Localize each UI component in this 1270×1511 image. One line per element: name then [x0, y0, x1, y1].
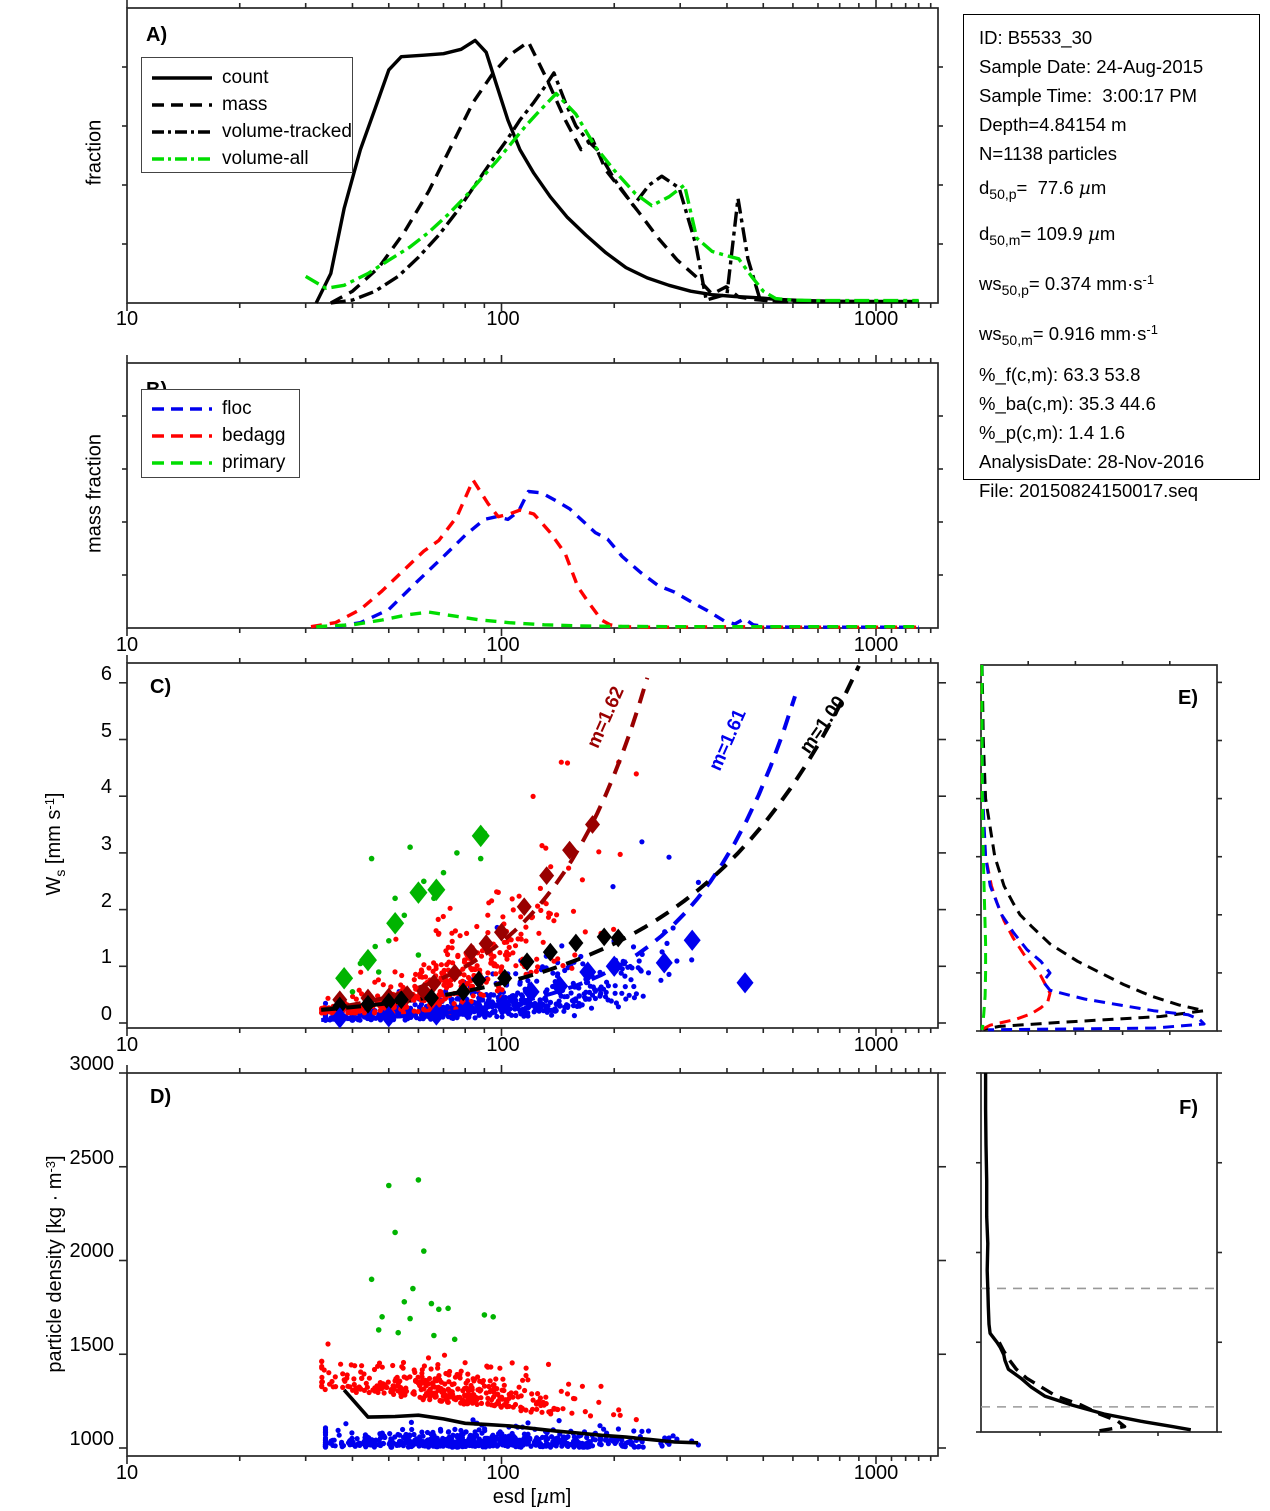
ytick: 1500	[69, 1334, 114, 1356]
ytick: 5	[100, 720, 112, 742]
ws-w: W	[43, 876, 65, 896]
legend-item-mass	[142, 91, 352, 118]
ws50m-value: = 0.916 mm·s	[1032, 323, 1147, 344]
legend-line-sample	[151, 127, 213, 137]
legend-item-volume-tracked	[142, 118, 352, 145]
mu-symbol: µ	[536, 1484, 550, 1508]
ytick: 2	[100, 890, 112, 912]
info-d50m	[979, 214, 1259, 260]
d50m-value: = 109.9	[1020, 223, 1088, 244]
density-sup: -3	[43, 1160, 58, 1173]
fit-label-m=1.00: m=1.00	[795, 692, 851, 758]
panel-c-scatter-primary	[350, 830, 488, 994]
panel-a-legend	[141, 57, 353, 173]
d50p-d: d	[979, 177, 990, 198]
legend-label: floc	[222, 397, 252, 419]
panel-e-letter: E)	[1178, 687, 1198, 709]
ws-sup: -1	[42, 798, 57, 810]
xtick-1000: 1000	[853, 634, 899, 656]
d50m-unit: m	[1099, 223, 1116, 244]
ws50m-ws: ws	[979, 323, 1002, 344]
ytick: 1000	[69, 1428, 114, 1450]
info-sample-date: Sample Date: 24-Aug-2015	[979, 56, 1204, 77]
info-n-particles: N=1138 particles	[979, 143, 1117, 164]
density-label: particle density [kg · m	[44, 1172, 66, 1373]
panel-b-ylabel: mass fraction	[83, 434, 106, 553]
ytick: 3	[100, 833, 112, 855]
xtick-10: 10	[115, 634, 139, 656]
density-close: ]	[44, 1155, 66, 1161]
panel-c-fit-m=1.00	[321, 666, 859, 1010]
fit-label-m=1.61: m=1.61	[705, 706, 751, 775]
xtick-1000: 1000	[853, 1462, 899, 1484]
ws50m-sub: 50,m	[1001, 332, 1033, 348]
legend-label: count	[222, 66, 269, 88]
info-ws50p	[979, 260, 1259, 310]
legend-label: mass	[222, 93, 268, 115]
info-d50p	[979, 168, 1259, 214]
mu-symbol: µ	[1078, 178, 1091, 199]
panel-a-curve-volume-all	[306, 94, 919, 301]
panel-a-letter: A)	[146, 24, 168, 46]
panel-e-floc	[982, 665, 1204, 1030]
info-box	[963, 14, 1260, 501]
info-analysis-date: AnalysisDate: 28-Nov-2016	[979, 451, 1205, 472]
panel-a-curve-mass	[331, 42, 919, 303]
legend-item-bedagg	[142, 422, 299, 449]
panel-d-scatter-bedagg	[319, 1341, 639, 1422]
panel-c-ylabel	[42, 744, 68, 944]
ws50p-sup: -1	[1142, 272, 1155, 287]
panel-d-letter: D)	[150, 1086, 172, 1108]
legend-label: volume-tracked	[222, 120, 352, 142]
d50m-d: d	[979, 223, 990, 244]
info-ws50m	[979, 310, 1259, 360]
panel-d-scatter-floc	[323, 1417, 701, 1449]
panel-a-curve-count	[316, 40, 919, 303]
panel-d	[119, 1065, 946, 1464]
ws50m-sup: -1	[1146, 322, 1158, 337]
xtick-1000: 1000	[853, 308, 899, 330]
xtick-10: 10	[115, 1034, 139, 1056]
ytick: 3000	[69, 1053, 114, 1075]
legend-label: bedagg	[222, 424, 286, 446]
legend-line-sample	[151, 431, 213, 441]
panel-f-measured	[986, 1073, 1191, 1430]
legend-line-sample	[151, 154, 213, 164]
info-id: ID: B5533_30	[979, 27, 1093, 48]
info-pct-f: %_f(c,m): 63.3 53.8	[979, 364, 1141, 385]
panel-e	[976, 661, 1222, 1035]
panel-c-letter: C)	[150, 676, 172, 698]
xtick-1000: 1000	[853, 1034, 899, 1056]
info-file: File: 20150824150017.seq	[979, 480, 1199, 501]
panel-b-curve-floc	[335, 492, 918, 628]
ws50p-sub: 50,p	[1001, 282, 1029, 298]
d50p-sub: 50,p	[989, 186, 1017, 202]
ytick: 2000	[69, 1240, 114, 1262]
xtick-100: 100	[486, 308, 520, 330]
xtick-10: 10	[115, 1462, 139, 1484]
panel-f-letter: F)	[1179, 1097, 1198, 1119]
panel-a-ylabel: fraction	[83, 119, 106, 186]
mu-symbol: µ	[1087, 224, 1100, 245]
xtick-100: 100	[486, 634, 520, 656]
ws-close: ]	[43, 792, 65, 799]
legend-line-sample	[151, 73, 213, 83]
ws-sub: s	[52, 869, 68, 877]
d50p-value: = 77.6	[1016, 177, 1079, 198]
xlabel-pre: esd [	[492, 1486, 537, 1508]
panel-e-all	[982, 665, 1204, 1029]
d50m-sub: 50,m	[989, 232, 1021, 248]
info-depth: Depth=4.84154 m	[979, 114, 1127, 135]
panel-b-curve-bedagg	[311, 480, 919, 627]
legend-item-count	[142, 64, 352, 91]
legend-item-floc	[142, 395, 299, 422]
xtick-100: 100	[486, 1462, 520, 1484]
legend-line-sample	[151, 404, 213, 414]
legend-line-sample	[151, 458, 213, 468]
fit-label-m=1.62: m=1.62	[583, 683, 629, 752]
legend-label: volume-all	[222, 147, 309, 169]
ytick: 4	[100, 776, 112, 798]
ytick: 6	[100, 663, 112, 685]
xtick-10: 10	[115, 308, 139, 330]
ws50p-value: = 0.374 mm·s	[1028, 273, 1143, 294]
x-axis-label	[432, 1484, 632, 1509]
legend-line-sample	[151, 100, 213, 110]
ws50p-ws: ws	[979, 273, 1002, 294]
ytick: 2500	[69, 1147, 114, 1169]
info-sample-time: Sample Time: 3:00:17 PM	[979, 85, 1197, 106]
panel-b-legend	[141, 389, 300, 478]
panel-c	[119, 655, 946, 1036]
panel-f-model	[999, 1342, 1124, 1431]
info-pct-ba: %_ba(c,m): 35.3 44.6	[979, 393, 1156, 414]
legend-item-volume-all	[142, 145, 352, 172]
legend-item-primary	[142, 449, 299, 476]
ytick: 0	[100, 1003, 112, 1025]
d50p-unit: m	[1090, 177, 1107, 198]
legend-label: primary	[222, 451, 286, 473]
panel-b-curve-primary	[316, 612, 919, 627]
panel-d-scatter-primary	[369, 1177, 496, 1342]
xtick-100: 100	[486, 1034, 520, 1056]
xlabel-post: m]	[549, 1486, 572, 1508]
ytick: 1	[100, 946, 112, 968]
ws-units: [mm s	[43, 809, 65, 870]
panel-f	[976, 1069, 1222, 1436]
info-pct-p: %_p(c,m): 1.4 1.6	[979, 422, 1126, 443]
